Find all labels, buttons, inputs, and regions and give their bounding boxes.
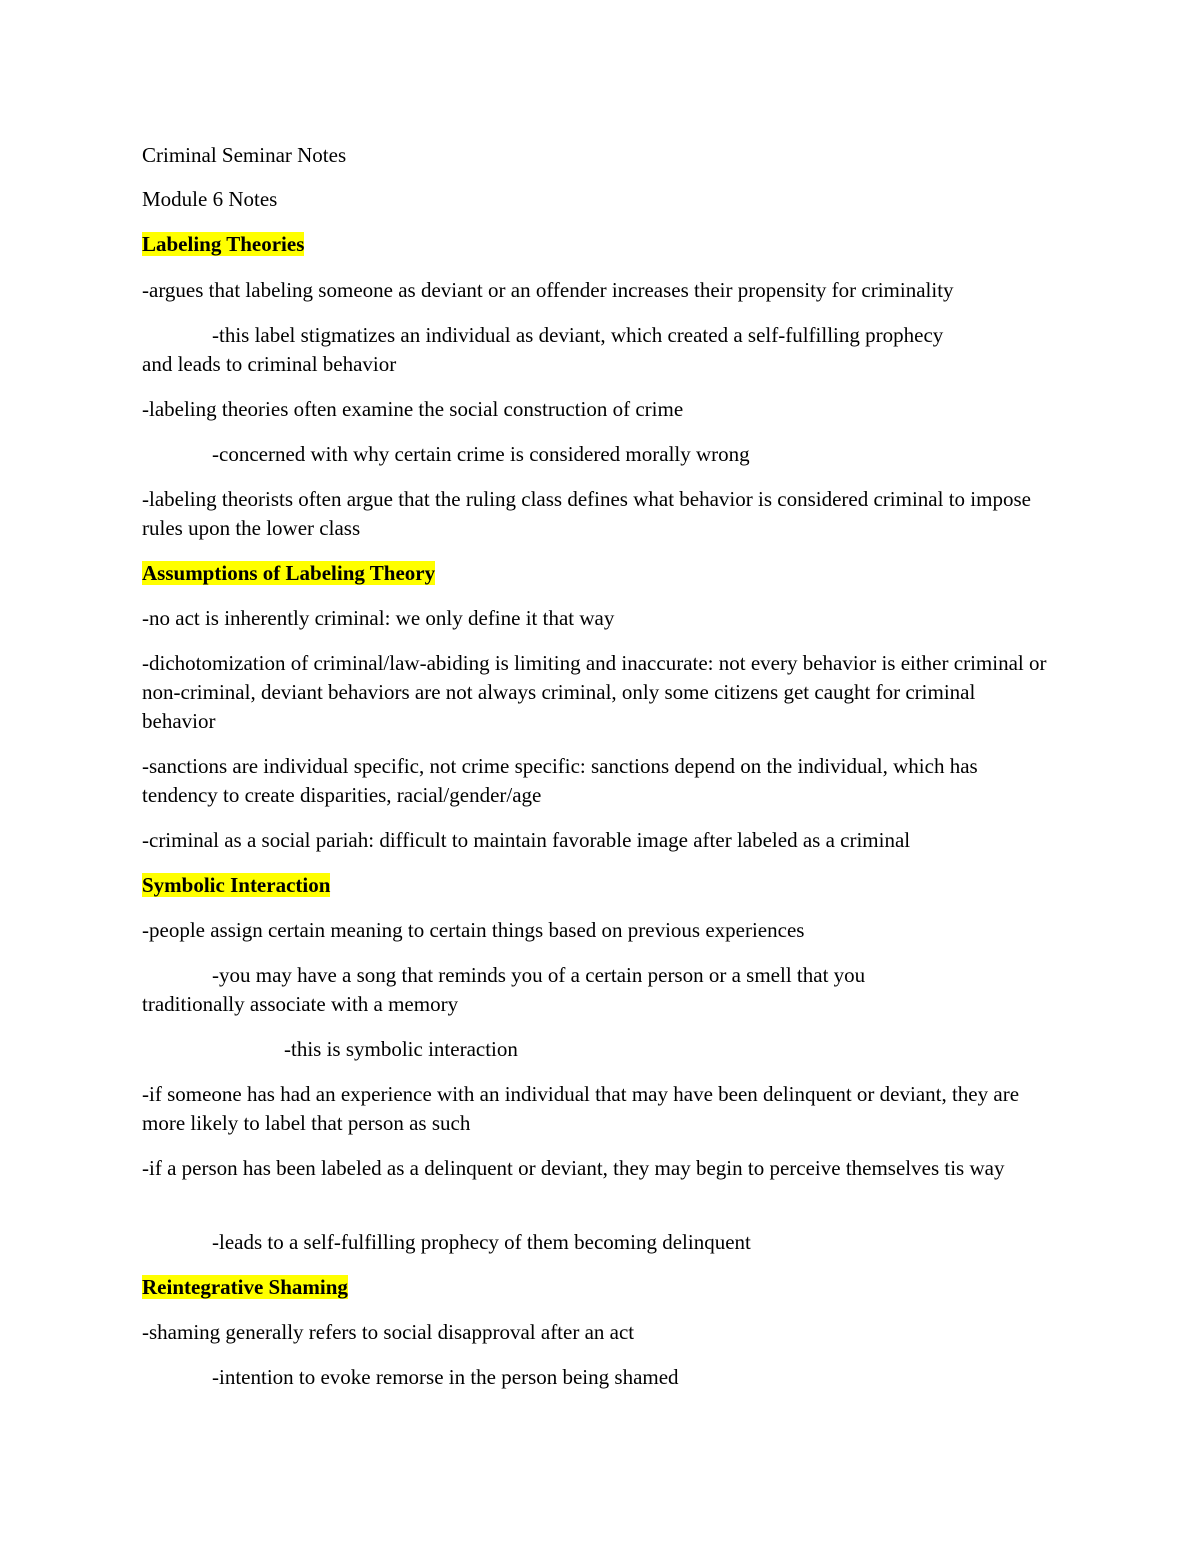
shaming-paragraph-2: -intention to evoke remorse in the person being shamed <box>212 1365 679 1389</box>
assumptions-paragraph-3: -sanctions are individual specific, not crime specific: sanctions depend on the individual, which has tendency to create disparities, racial/gender/age <box>142 754 978 807</box>
symbolic-paragraph-2: -you may have a song that reminds you of a certain person or a smell that you <box>212 963 866 987</box>
heading-reintegrative-shaming-text: Reintegrative Shaming <box>142 1275 348 1299</box>
symbolic-paragraph-2-continued: traditionally associate with a memory <box>142 992 459 1016</box>
labeling-paragraph-5: -labeling theorists often argue that the ruling class defines what behavior is considered criminal to impose rules upon the lower class <box>142 487 1031 540</box>
heading-reintegrative-shaming <box>142 1273 1062 1302</box>
heading-assumptions <box>142 559 1062 588</box>
assumptions-paragraph-2: -dichotomization of criminal/law-abiding is limiting and inaccurate: not every behavior is either criminal or non-criminal, deviant behaviors are not always criminal, only some citizens get caught for criminal behavior <box>142 651 1047 733</box>
heading-symbolic-interaction <box>142 871 1062 900</box>
assumptions-paragraph-4: -criminal as a social pariah: difficult to maintain favorable image after labeled as a criminal <box>142 828 911 852</box>
symbolic-paragraph-4: -if someone has had an experience with an individual that may have been delinquent or deviant, they are more likely to label that person as such <box>142 1082 1020 1135</box>
shaming-paragraph-1: -shaming generally refers to social disapproval after an act <box>142 1320 635 1344</box>
labeling-paragraph-2-continued: and leads to criminal behavior <box>142 352 397 376</box>
labeling-paragraph-2: -this label stigmatizes an individual as deviant, which created a self-fulfilling prophecy <box>212 323 944 347</box>
heading-labeling-theories <box>142 230 1062 259</box>
assumptions-paragraph-1: -no act is inherently criminal: we only define it that way <box>142 606 615 630</box>
symbolic-paragraph-1: -people assign certain meaning to certain things based on previous experiences <box>142 918 805 942</box>
labeling-paragraph-3: -labeling theories often examine the social construction of crime <box>142 397 684 421</box>
heading-labeling-theories-text: Labeling Theories <box>142 232 305 256</box>
labeling-paragraph-4: -concerned with why certain crime is considered morally wrong <box>212 442 750 466</box>
symbolic-paragraph-5: -if a person has been labeled as a delinquent or deviant, they may begin to perceive themselves tis way <box>142 1156 1005 1180</box>
document-subtitle: Module 6 Notes <box>142 187 278 211</box>
heading-symbolic-interaction-text: Symbolic Interaction <box>142 873 331 897</box>
document-title: Criminal Seminar Notes <box>142 143 347 167</box>
labeling-paragraph-1: -argues that labeling someone as deviant or an offender increases their propensity for criminality <box>142 278 954 302</box>
heading-assumptions-text: Assumptions of Labeling Theory <box>142 561 436 585</box>
symbolic-paragraph-6: -leads to a self-fulfilling prophecy of them becoming delinquent <box>212 1230 751 1254</box>
symbolic-paragraph-3: -this is symbolic interaction <box>284 1037 518 1061</box>
